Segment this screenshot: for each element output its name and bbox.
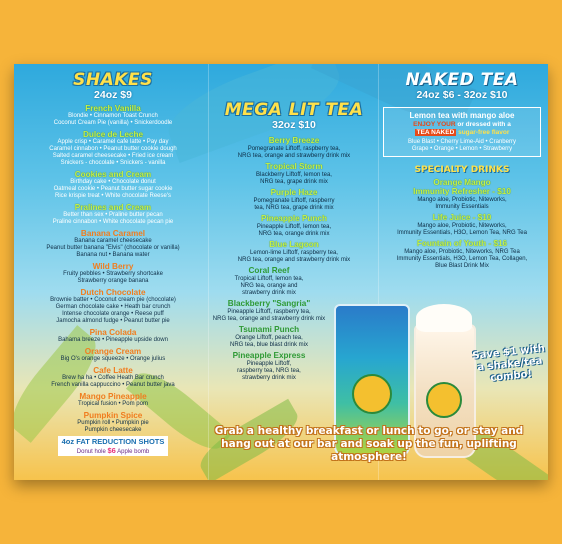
specialty-drinks-section [376,165,548,270]
tea-name: Purple Haze [270,188,318,197]
naked-tea-panel [376,72,548,270]
naked-tea-info-box [383,107,541,157]
naked-tea-base: Lemon tea with mango aloe [409,111,515,120]
tea-description: Pomegranate Liftoff, raspberry tea, NRG tea, orange and strawberry drink mix [237,145,351,159]
specialty-drink-name: Orange Mango Immunity Refresher - $10 [413,177,511,196]
shakes-price: 24oz $9 [94,89,132,101]
tea-description: Pineapple Liftoff, raspberry tea, NRG tea, strawberry drink mix [237,360,301,381]
tea-description: Pineapple Liftoff, lemon tea, NRG tea, orange drink mix [256,223,332,237]
shake-section-name: Pumpkin Spice [83,410,143,420]
bottom-tagline: Grab a healthy breakfast or lunch to go, or stay and hang out at our bar and soak up the fun, uplifting atmosphere! [214,425,524,463]
naked-flavor-list: Blue Blast • Cherry Lime-Aid • Cranberry Grape • Orange • Lemon • Strawberry [408,139,516,152]
combo-promo-text: Save $1 with a shake/tea combo! [471,343,546,385]
shake-section-items: Birthday cake • Chocolate donut Oatmeal cookie • Peanut butter sugar cookie Rice krispie treat • White chocolate Reese's [53,179,173,199]
mega-lit-tea-title: MEGA LIT TEA [224,100,364,120]
shake-section-items: Pumpkin roll • Pumpkin pie Pumpkin cheesecake [77,420,149,433]
shake-section-name: Dulce de Leche [82,129,144,139]
tea-name: Tropical Storm [265,162,323,171]
shake-section-items: Better than sex • Praline butter pecan Praline cinnabon • White chocolate pecan pie [52,212,174,225]
shake-section-items: Tropical fusion • Pom pom [78,401,148,407]
naked-tea-price: 24oz $6 - 32oz $10 [416,89,508,101]
tea-name: Tsunami Punch [238,325,300,334]
shake-section-name: French Vanilla [85,103,141,113]
specialty-drinks-title: SPECIALTY DRINKS [414,165,510,175]
shake-section-name: Cafe Latte [93,365,133,375]
tea-name: Blackberry "Sangria" [227,299,311,308]
shake-section-items: Banana caramel cheesecake Peanut butter banana "Elvis" (chocolate or vanilla) Banana nut • Banana water [46,238,180,258]
shakes-panel [18,72,208,458]
specialty-drink-desc: Mango aloe, Probiotic, Niteworks, Immunity Essentials, H3O, Lemon Tea, NRG Tea [397,222,527,236]
shake-section-items: Big O's orange squeeze • Orange julius [60,356,166,362]
fat-shot-item: Donut hole [76,449,106,455]
shake-section-items: Blondie • Cinnamon Toast Crunch Coconut Cream Pie (vanilla) • Snickerdoodle [53,113,173,126]
fat-reduction-title: 4oz FAT REDUCTION SHOTS [61,437,165,446]
naked-flavor-text: sugar-free flavor [458,129,510,136]
tea-name: Berry Breeze [268,136,320,145]
specialty-drink-desc: Mango aloe, Probiotic, Niteworks, NRG Tea Immunity Essentials, H3O, Lemon Tea, Collagen, Blue Blast Drink Mix [396,248,528,269]
tea-description: Blackberry Liftoff, lemon tea, NRG tea, grape drink mix [256,171,332,185]
shake-section-items: Brownie batter • Coconut cream pie (chocolate) German chocolate cake • Heath bar crunch Intense chocolate orange • Reese puff Jamocha almond fudge • Peanut butter pie [50,297,176,324]
tea-name: Blue Lagoon [269,240,319,249]
shake-section-name: Cookies and Cream [74,169,152,179]
tea-name: Pineapple Express [232,351,306,360]
tea-description: Pomegranate Liftoff, raspberry tea, NRG tea, grape drink mix [253,197,335,211]
fat-shot-price: $6 [107,446,116,455]
menu-brochure [14,64,548,480]
shake-section-items: Brew ha ha • Coffee Heath Bar crunch French vanilla cappuccino • Peanut butter java [51,375,175,388]
shakes-title: SHAKES [73,70,153,90]
shake-section-name: Wild Berry [92,261,134,271]
shake-section-name: Mango Pineapple [79,391,147,401]
cup-logo-badge [426,382,462,418]
tea-description: Lemon-lime Liftoff, raspberry tea, NRG tea, orange and strawberry drink mix [237,249,351,263]
mega-lit-tea-price: 32oz $10 [272,119,316,131]
naked-enjoy-text: ENJOY YOUR [413,121,456,128]
shake-section-name: Orange Cream [84,346,142,356]
naked-tea-title: NAKED TEA [405,70,519,90]
shake-section-name: Pina Colada [89,327,137,337]
fat-shot-item: Apple bomb [117,449,150,455]
specialty-drink-name: Life Juice - $10 [432,213,492,222]
tea-naked-badge: TEA NAKED [416,129,455,136]
whipped-cream-topping [416,304,472,332]
shake-section-name: Banana Caramel [80,228,146,238]
fat-reduction-box [58,436,169,456]
tea-name: Pineapple Punch [261,214,327,223]
tea-description: Orange Liftoff, peach tea, NRG tea, blue blast drink mix [229,334,309,348]
tea-description: Pineapple Liftoff, raspberry tea, NRG tea, orange and strawberry drink mix [212,308,326,322]
shake-section-items: Apple crisp • Caramel cafe latte • Pay day Caramel cinnabon • Peanut butter cookie dough Salted caramel cheesecake • Fried ice cream Snickers - chocolate • Snickers - vanilla [49,139,177,166]
specialty-drink-name: Fountain of Youth - $16 [416,239,508,248]
shake-section-name: Pralines and Cream [74,202,152,212]
tea-name: Coral Reef [248,266,290,275]
shake-section-items: Fruity pebbles • Strawberry shortcake Strawberry orange banana [63,271,163,284]
cup-logo-badge [352,374,392,414]
shake-section-items: Bahama breeze • Pineapple upside down [58,337,168,343]
shake-section-name: Dutch Chocolate [80,287,146,297]
tea-description: Tropical Liftoff, lemon tea, NRG tea, orange and strawberry drink mix [234,275,304,296]
specialty-drink-desc: Mango aloe, Probiotic, Niteworks, Immunity Essentials [417,196,507,210]
naked-or-text: or dressed with a [457,121,511,128]
